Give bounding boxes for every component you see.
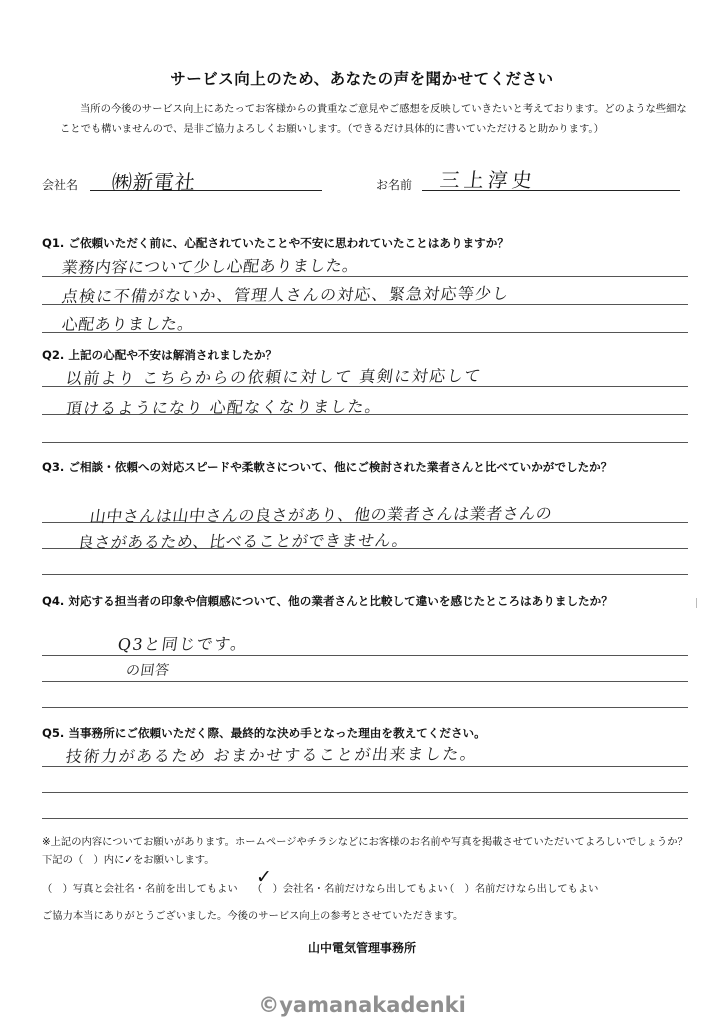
answer-5-line-1: 技術力があるため おまかせすることが出来ました。 [64,744,480,766]
company-label: 会社名 [42,178,79,192]
answer-line [42,574,688,575]
question-1: Q1. ご依頼いただく前に、心配されていたことや不安に思われていたことはありますか？ [42,236,509,250]
office-name: 山中電気管理事務所 [307,941,416,955]
question-3: Q3. ご相談・依頼への対応スピードや柔軟さについて、他にご検討された業者さんと比べていかがでしたか？ [42,460,613,474]
scan-mark [696,598,697,608]
answer-1-line-3: 心配ありました。 [60,314,196,334]
answer-1-line-1: 業務内容について少し心配ありました。 [60,255,361,277]
question-2: Q2. 上記の心配や不安は解消されましたか？ [42,348,278,362]
consent-option-1[interactable]: （ ）写真と会社名・名前を出してもよい [42,883,238,895]
question-5: Q5. 当事務所にご依頼いただく際、最終的な決め手となった理由を教えてください。 [42,726,486,740]
answer-2-line-1: 以前より こちらからの依頼に対して 真剣に対応して [64,366,484,388]
company-value: ㈱新電社 [110,170,198,194]
answer-3-line-2: 良さがあるため、比べることができません。 [76,530,410,552]
answer-line [42,681,688,682]
question-4: Q4. 対応する担当者の印象や信頼感について、他の業者さんと比較して違いを感じたところはありましたか？ [42,594,613,608]
answer-line [42,792,688,793]
name-value: 三上淳史 [438,168,538,192]
answer-line [42,655,688,656]
answer-3-line-1: 山中さんは山中さんの良さがあり、他の業者さんは業者さんの [88,503,554,526]
consent-option-2[interactable]: （ ）会社名・名前だけなら出してもよい [252,883,448,895]
copyright-watermark: ©yamanakadenki [258,993,466,1017]
answer-line [42,442,688,443]
answer-1-line-2: 点検に不備がないか、管理人さんの対応、緊急対応等少し [60,283,511,306]
name-label: お名前 [376,178,413,192]
answer-line [42,707,688,708]
answer-line [42,818,688,819]
page-title: サービス向上のため、あなたの声を聞かせてください [170,70,554,88]
intro-text: 当所の今後のサービス向上にあたってお客様からの貴重なご意見やご感想を反映していきたいと考えております。どのような些細なことでも構いませんので、是非ご協力よろしくお願いします。（できるだけ具体的に書いていただけると助かります。） [60,103,687,135]
check-mark-icon: ✓ [256,866,272,888]
answer-2-line-2: 頂けるようになり 心配なくなりました。 [64,396,384,418]
thanks-text: ご協力本当にありがとうございました。今後のサービス向上の参考とさせていただきます。 [42,910,464,922]
consent-option-3[interactable]: （ ）名前だけなら出してもよい [444,883,599,895]
consent-note: ※上記の内容についてお願いがあります。ホームページやチラシなどにお客様のお名前や写真を掲載させていただいてよろしいでしょうか？ 下記の（ ）内に✓をお願いします。 [42,836,699,866]
answer-4-line-1: Q3と同じです。 [116,634,250,654]
answer-4-line-2: の回答 [124,662,171,679]
